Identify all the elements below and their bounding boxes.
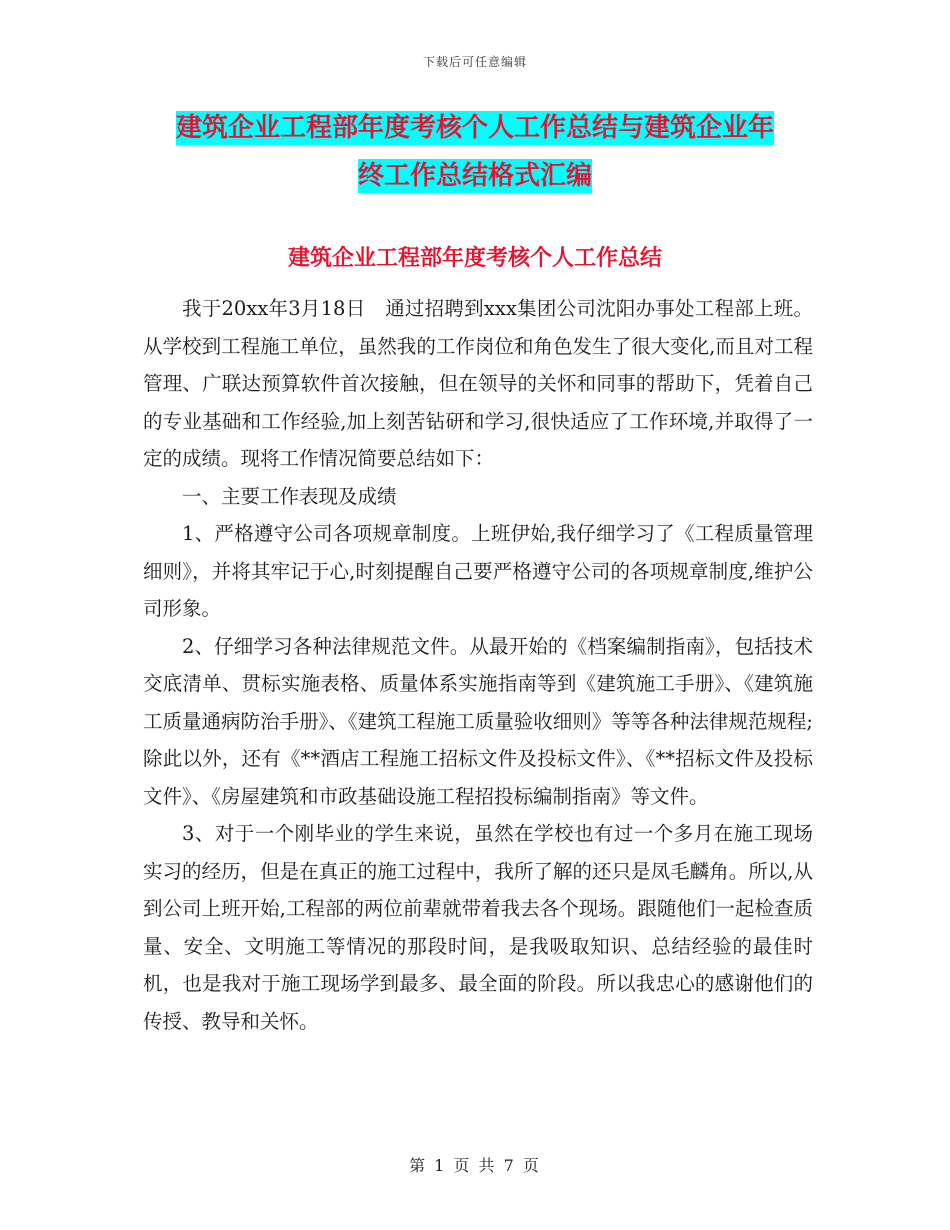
- paragraph-heading-main-work: 一、主要工作表现及成绩: [182, 484, 397, 508]
- page-indicator: 第 1 页 共 7 页: [409, 1156, 541, 1175]
- document-title: [150, 104, 800, 200]
- header-note: 下载后可任意编辑: [422, 55, 527, 69]
- document-title-line-2: 终工作总结格式汇编: [357, 161, 592, 191]
- paragraph-item-2: 2、仔细学习各种法律规范文件。从最开始的《档案编制指南》，包括技术交底清单、贯标实施表格、质量体系实施指南等到《建筑施工手册》、《建筑施工质量通病防治手册》、《建筑工程施工质量验收细则》等等各种法律规范规程;除此以外，还有《**酒店工程施工招标文件及投标文件》、《**招标文件及投标文件》、《房屋建筑和市政基础设施工程招投标编制指南》等文件。: [143, 634, 813, 808]
- paragraph-item-1: 1、严格遵守公司各项规章制度。上班伊始,我仔细学习了《工程质量管理细则》，并将其牢记于心,时刻提醒自己要严格遵守公司的各项规章制度,维护公司形象。: [143, 522, 813, 620]
- document-title-line-1: 建筑企业工程部年度考核个人工作总结与建筑企业年: [175, 113, 774, 143]
- section-title: 建筑企业工程部年度考核个人工作总结: [287, 246, 662, 271]
- paragraph-intro: 我于20xx年3月18日 通过招聘到xxx集团公司沈阳办事处工程部上班。从学校到工程施工单位，虽然我的工作岗位和角色发生了很大变化,而且对工程管理、广联达预算软件首次接触，但在领导的关怀和同事的帮助下，凭着自己的专业基础和工作经验,加上刻苦钻研和学习,很快适应了工作环境,并取得了一定的成绩。现将工作情况简要总结如下：: [143, 297, 813, 470]
- paragraph-item-3: 3、对于一个刚毕业的学生来说，虽然在学校也有过一个多月在施工现场实习的经历，但是在真正的施工过程中，我所了解的还只是凤毛麟角。所以,从到公司上班开始,工程部的两位前辈就带着我去各个现场。跟随他们一起检查质量、安全、文明施工等情况的那段时间，是我吸取知识、总结经验的最佳时机，也是我对于施工现场学到最多、最全面的阶段。所以我忠心的感谢他们的传授、教导和关怀。: [143, 822, 813, 1033]
- document-body: [143, 290, 813, 1040]
